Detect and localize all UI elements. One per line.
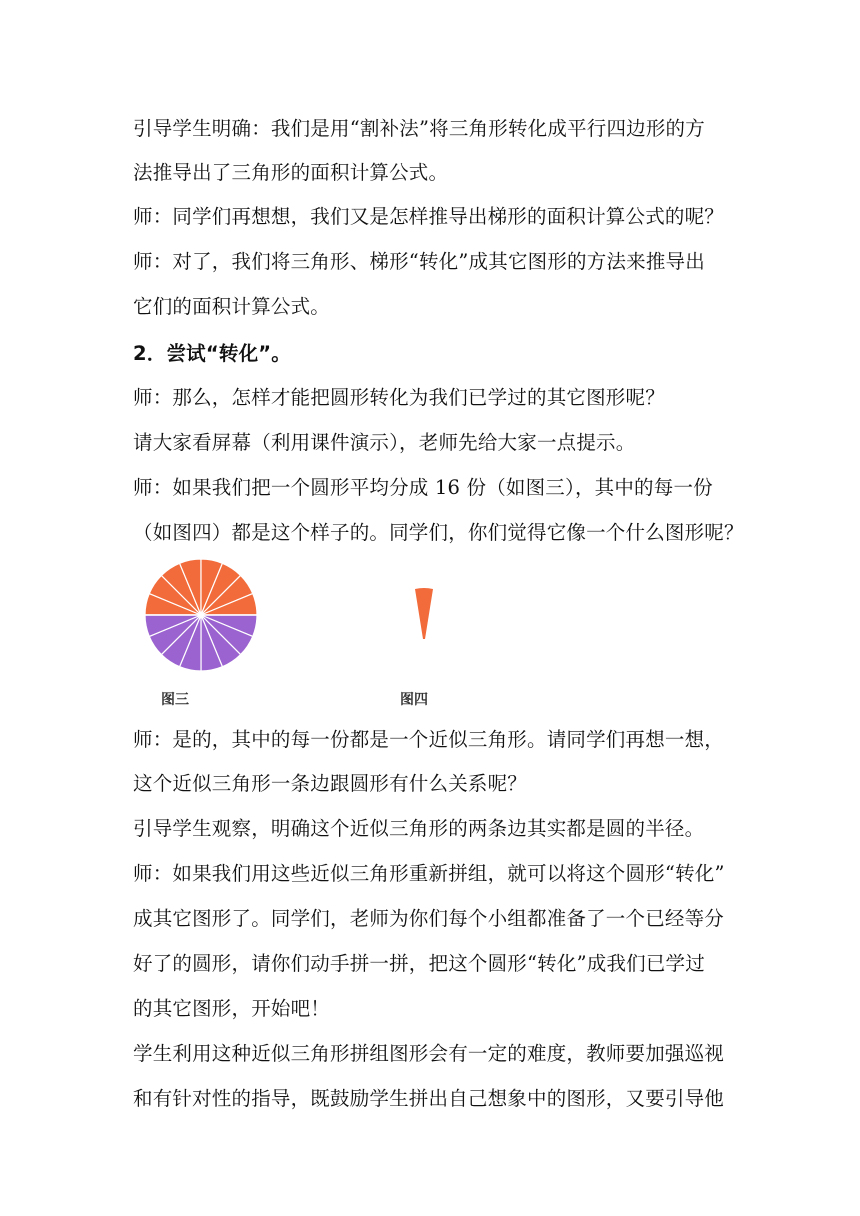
figure-4-caption: 图四 (400, 692, 428, 708)
paragraph-line: 师：对了，我们将三角形、梯形“转化”成其它图形的方法来推导出 (133, 250, 705, 273)
paragraph-line: 法推导出了三角形的面积计算公式。 (133, 161, 449, 184)
paragraph-line: 师：同学们再想想，我们又是怎样推导出梯形的面积计算公式的呢？ (133, 205, 725, 228)
paragraph-line: 引导学生明确：我们是用“割补法”将三角形转化成平行四边形的方 (133, 117, 705, 140)
paragraph-line: 学生利用这种近似三角形拼组图形会有一定的难度，教师要加强巡视 (133, 1042, 725, 1065)
figure-circle-16-parts (141, 555, 261, 675)
figure-3-caption: 图三 (161, 692, 189, 708)
paragraph-line: （如图四）都是这个样子的。同学们，你们觉得它像一个什么图形呢？ (133, 521, 744, 544)
paragraph-line: 成其它图形了。同学们，老师为你们每个小组都准备了一个已经等分 (133, 907, 725, 930)
paragraph-line: 和有针对性的指导，既鼓励学生拼出自己想象中的图形，又要引导他 (133, 1087, 725, 1110)
paragraph-line: 引导学生观察，明确这个近似三角形的两条边其实都是圆的半径。 (133, 817, 705, 840)
paragraph-line: 的其它图形，开始吧！ (133, 997, 331, 1020)
paragraph-line: 它们的面积计算公式。 (133, 295, 331, 318)
paragraph-line: 师：如果我们把一个圆形平均分成 16 份（如图三），其中的每一份 (133, 476, 713, 499)
section-heading: 2．尝试“转化”。 (133, 342, 292, 365)
figure-single-sector (412, 587, 436, 643)
paragraph-line: 请大家看屏幕（利用课件演示），老师先给大家一点提示。 (133, 431, 636, 454)
paragraph-line: 这个近似三角形一条边跟圆形有什么关系呢？ (133, 772, 528, 795)
paragraph-line: 师：如果我们用这些近似三角形重新拼组，就可以将这个圆形“转化” (133, 862, 725, 885)
paragraph-line: 好了的圆形，请你们动手拼一拼，把这个圆形“转化”成我们已学过 (133, 952, 705, 975)
paragraph-line: 师：是的，其中的每一份都是一个近似三角形。请同学们再想一想， (133, 728, 725, 751)
paragraph-line: 师：那么，怎样才能把圆形转化为我们已学过的其它图形呢？ (133, 386, 665, 409)
